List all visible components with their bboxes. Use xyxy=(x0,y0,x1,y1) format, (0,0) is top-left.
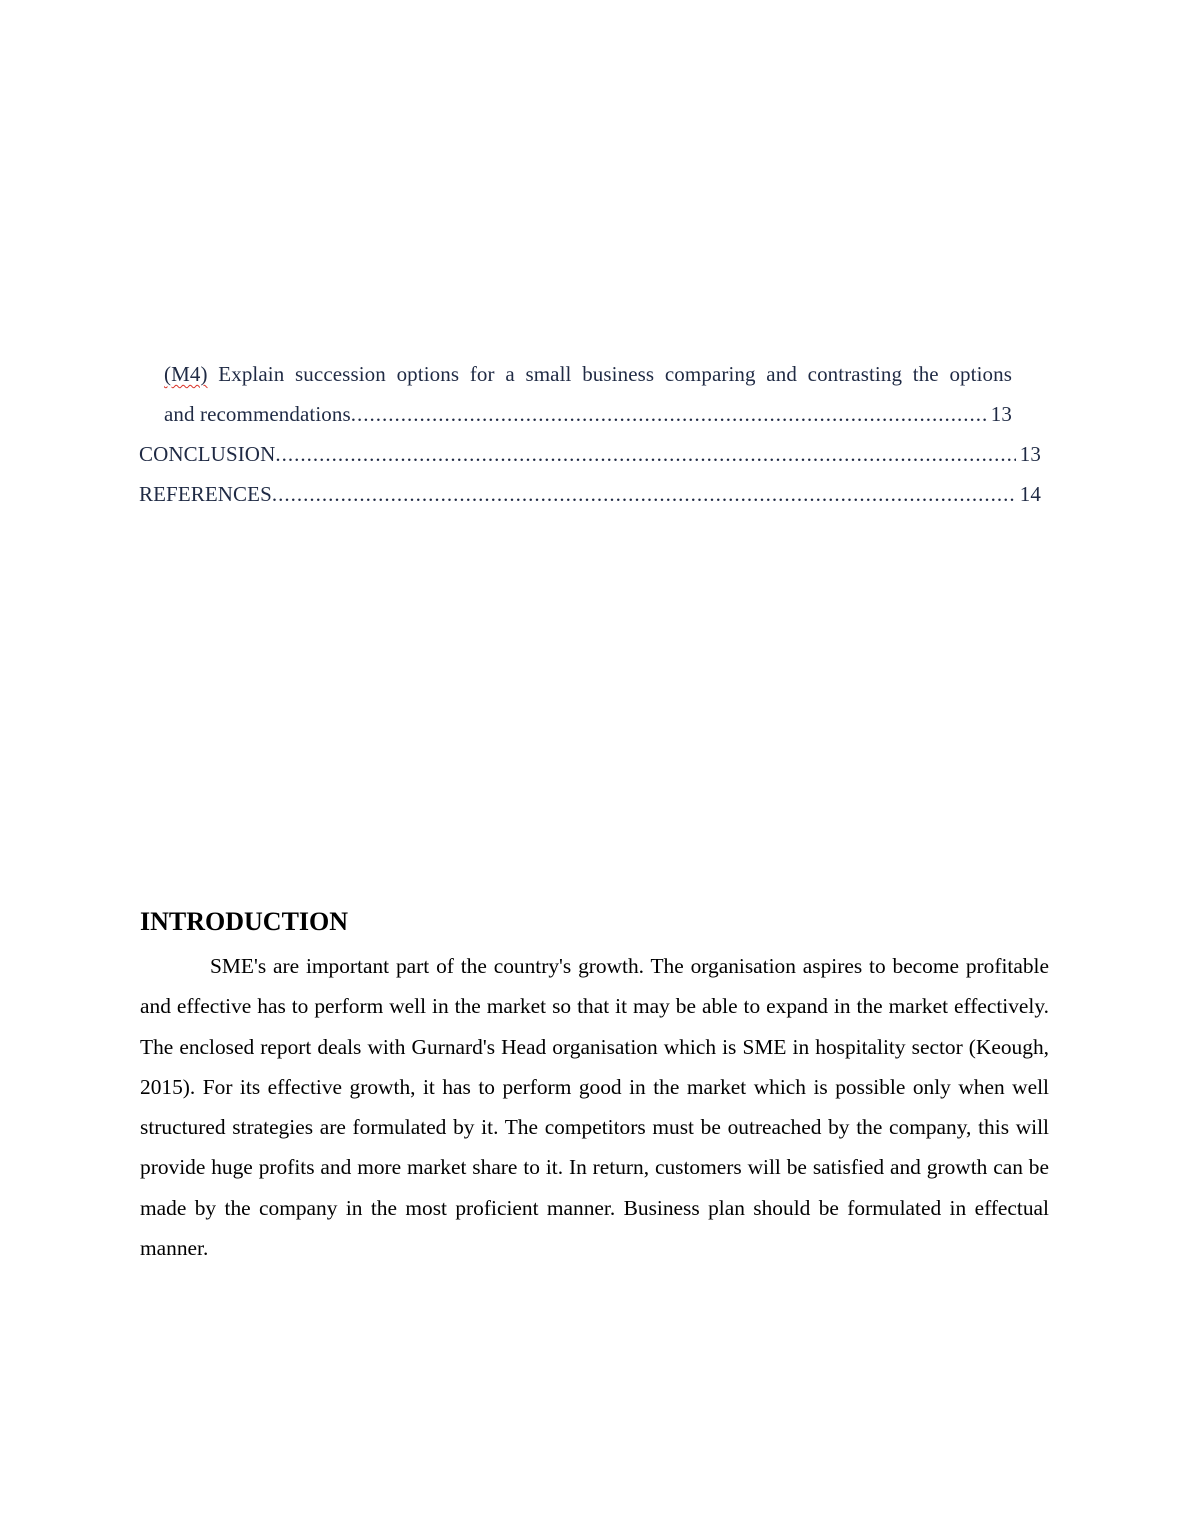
toc-dot-leader xyxy=(272,474,1016,514)
toc-entry-references-line xyxy=(139,474,1041,514)
toc-entry-m4[interactable] xyxy=(139,354,1012,434)
toc-entry-m4-prefix: (M4) xyxy=(164,362,208,386)
toc-dot-leader xyxy=(275,434,1015,474)
toc-entry-references[interactable] xyxy=(139,474,1041,514)
introduction-paragraph: SME's are important part of the country's growth. The organisation aspires to become profitable and effective has to perform well in the market so that it may be able to expand in the market effectively. The enclosed report deals with Gurnard's Head organisation which is SME in hospitality sector (Keough, 2015). For its effective growth, it has to perform good in the market which is possible only when well structured strategies are formulated by it. The competitors must be outreached by the company, this will provide huge profits and more market share to it. In return, customers will be satisfied and growth can be made by the company in the most proficient manner. Business plan should be formulated in effectual manner. xyxy=(140,954,1049,1261)
toc-page-number: 13 xyxy=(1019,442,1041,466)
toc-entry-conclusion[interactable] xyxy=(139,434,1041,474)
toc-dot-leader xyxy=(351,394,987,434)
toc-page-number: 14 xyxy=(1019,482,1041,506)
toc-entry-references-title: REFERENCES xyxy=(139,482,272,506)
toc-page-number: 13 xyxy=(990,402,1012,426)
toc-entry-m4-title: Explain succession options for a small business comparing and contrasting the options xyxy=(218,362,1012,386)
introduction-heading: INTRODUCTION xyxy=(140,907,349,936)
toc-entry-m4-title-cont: and recommendations xyxy=(164,402,351,426)
toc-entry-m4-line1 xyxy=(164,354,1012,394)
toc-entry-m4-line2 xyxy=(164,394,1012,434)
table-of-contents xyxy=(139,354,1041,514)
toc-entry-conclusion-title: CONCLUSION xyxy=(139,442,276,466)
toc-entry-conclusion-line xyxy=(139,434,1041,474)
